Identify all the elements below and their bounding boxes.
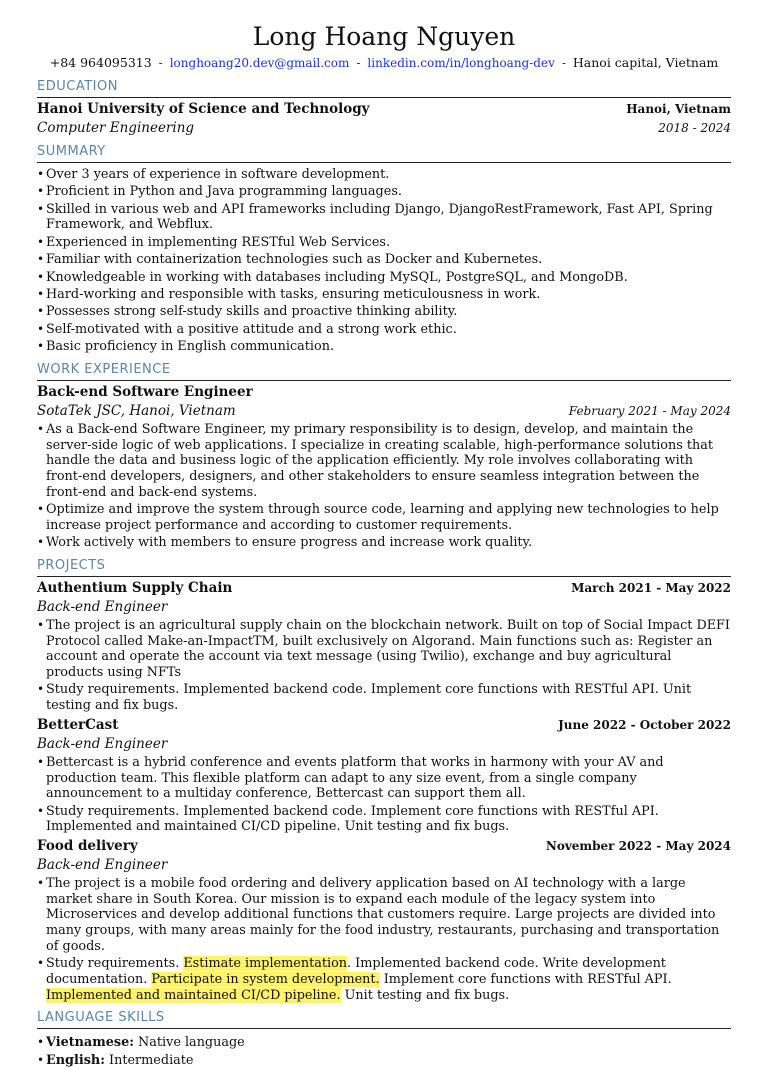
job-title: Back-end Software Engineer <box>37 383 253 400</box>
section-title-projects: PROJECTS <box>37 558 731 577</box>
project-list <box>37 618 731 714</box>
project-name: Food delivery <box>37 838 138 855</box>
list-item <box>46 1035 731 1051</box>
work-list <box>37 422 731 551</box>
project-role: Back-end Engineer <box>37 598 168 615</box>
list-item: • Over 3 years of experience in software development. <box>46 167 731 183</box>
school-place: Hanoi, Vietnam <box>626 102 731 116</box>
list-item <box>46 1053 731 1068</box>
resume-name: Long Hoang Nguyen <box>252 22 516 51</box>
project-dates: March 2021 - May 2022 <box>571 580 731 595</box>
project-entry <box>37 579 731 714</box>
section-title-education: EDUCATION <box>37 79 731 98</box>
highlighted-text: Implemented and maintained CI/CD pipeline. <box>46 987 341 1003</box>
list-item: • Hard-working and responsible with tasks, ensuring meticulousness in work. <box>46 287 731 303</box>
phone-number: +84 964095313 <box>49 55 152 70</box>
work-dates: February 2021 - May 2024 <box>568 403 731 418</box>
project-dates: November 2022 - May 2024 <box>545 839 731 854</box>
project-list <box>37 755 731 835</box>
list-item: • Study requirements. Implemented backend code. Implement core functions with RESTful API. Implemented and maintained CI/CD pipeline. Unit testing and fix bugs. <box>46 804 731 835</box>
list-item: • The project is an agricultural supply chain on the blockchain network. Built on top of Social Impact DEFI Protocol called Make-an-ImpactTM, built exclusively on Algorand. Main functions such as: Register an account and operate the account via text message (using Twilio), exchange and buy agricultural products using NFTs <box>46 618 731 681</box>
education-years: 2018 - 2024 <box>658 121 731 135</box>
list-item: • Optimize and improve the system through source code, learning and applying new technologies to help increase project performance and according to customer requirements. <box>46 502 731 533</box>
section-title-summary: SUMMARY <box>37 144 731 163</box>
section-title-languages: LANGUAGE SKILLS <box>37 1010 731 1029</box>
school-name: Hanoi University of Science and Technology <box>37 101 370 117</box>
separator: - <box>561 56 566 70</box>
language-name: English: <box>46 1052 105 1068</box>
project-role: Back-end Engineer <box>37 735 168 752</box>
highlighted-text: Participate in system development. <box>151 971 380 987</box>
list-item: • Possesses strong self-study skills and proactive thinking ability. <box>46 304 731 320</box>
education-entry <box>37 100 731 137</box>
project-entry <box>37 837 731 1003</box>
list-item: • Proficient in Python and Java programming languages. <box>46 184 731 200</box>
list-item: • Work actively with members to ensure progress and increase work quality. <box>46 535 731 551</box>
project-role: Back-end Engineer <box>37 857 168 874</box>
major: Computer Engineering <box>37 120 195 136</box>
list-item: • Skilled in various web and API frameworks including Django, DjangoRestFramework, Fast API, Spring Framework, and Webflux. <box>46 202 731 233</box>
text-segment: Unit testing and fix bugs. <box>340 987 510 1003</box>
list-item: • The project is a mobile food ordering and delivery application based on AI technology with a large market share in South Korea. Our mission is to expand each module of the legacy system into Microservices and develop additional functions that customers require. Large projects are divided into many groups, with many areas mainly for the food industry, restaurants, purchasing and transportation of goods. <box>46 876 731 955</box>
list-item: • Study requirements. Implemented backend code. Implement core functions with RESTful API. Unit testing and fix bugs. <box>46 682 731 713</box>
location: Hanoi capital, Vietnam <box>572 55 719 70</box>
list-item: • Knowledgeable in working with databases including MySQL, PostgreSQL, and MongoDB. <box>46 270 731 286</box>
section-title-work: WORK EXPERIENCE <box>37 362 731 381</box>
separator: - <box>158 56 163 70</box>
list-item: • Self-motivated with a positive attitude and a strong work ethic. <box>46 322 731 338</box>
project-entry <box>37 716 731 835</box>
text-segment: Study requirements. <box>46 956 184 972</box>
contact-line <box>37 54 731 72</box>
email-link[interactable]: longhoang20.dev@gmail.com <box>169 56 350 70</box>
work-entry <box>37 383 731 551</box>
summary-list <box>37 167 731 355</box>
list-item: • Familiar with containerization technologies such as Docker and Kubernetes. <box>46 252 731 268</box>
language-name: Vietnamese: <box>46 1035 134 1051</box>
list-item <box>46 956 731 1003</box>
separator: - <box>356 56 361 70</box>
text-segment: . Implemented backend code. Write development documentation. <box>46 956 666 987</box>
project-name: BetterCast <box>37 716 119 733</box>
linkedin-link[interactable]: linkedin.com/in/longhoang-dev <box>367 56 555 70</box>
project-list <box>37 876 731 1003</box>
company: SotaTek JSC, Hanoi, Vietnam <box>37 402 236 419</box>
list-item: • Bettercast is a hybrid conference and events platform that works in harmony with your AV and production team. This flexible platform can adapt to any size event, from a single company announcement to a multiday conference, Bettercast can support them all. <box>46 755 731 802</box>
project-name: Authentium Supply Chain <box>37 579 233 596</box>
text-segment: Implement core functions with RESTful API. <box>379 971 672 987</box>
project-dates: June 2022 - October 2022 <box>558 717 731 732</box>
language-level: Intermediate <box>104 1052 194 1068</box>
language-list <box>37 1035 731 1068</box>
language-level: Native language <box>133 1035 245 1051</box>
highlighted-text: Estimate implementation <box>183 956 348 972</box>
list-item: • As a Back-end Software Engineer, my primary responsibility is to design, develop, and maintain the server-side logic of web applications. I specialize in creating scalable, high-performance solutions that handle the data and business logic of the application efficiently. My role involves collaborating with front-end developers, designers, and other stakeholders to ensure seamless integration between the front-end and back-end systems. <box>46 422 731 501</box>
list-item: • Experienced in implementing RESTful Web Services. <box>46 235 731 251</box>
list-item: • Basic proficiency in English communication. <box>46 339 731 355</box>
